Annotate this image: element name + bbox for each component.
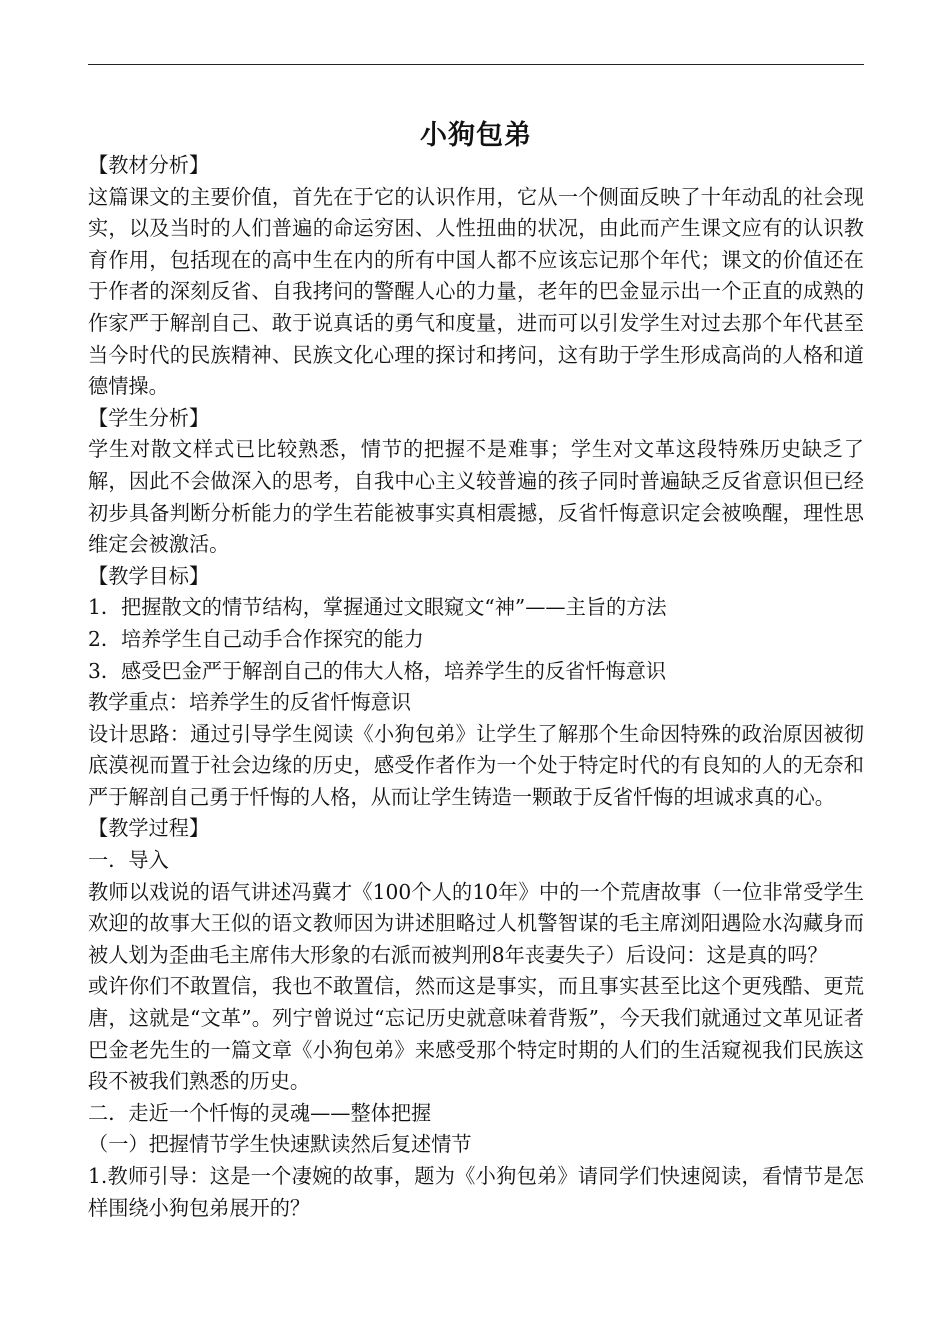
section-heading-goals: 【教学目标】 xyxy=(88,563,210,588)
document-title: 小狗包弟 xyxy=(420,120,532,151)
section-heading-materials: 【教材分析】 xyxy=(88,153,210,177)
part2-item-1: 1.教师引导：这是一个凄婉的故事，题为《小狗包弟》请同学们快速阅读，看情节是怎样围绕小狗包弟展开的？ xyxy=(88,1164,864,1220)
goal-item-2: 2．培养学生自己动手合作探究的能力 xyxy=(88,626,424,651)
part2-subheading: （一）把握情节学生快速默读然后复述情节 xyxy=(88,1132,472,1157)
goal-item-1: 1．把握散文的情节结构，掌握通过文眼窥文“神”——主旨的方法 xyxy=(88,595,667,620)
section-heading-students: 【学生分析】 xyxy=(88,405,210,430)
document-body xyxy=(88,150,864,1224)
materials-paragraph: 这篇课文的主要价值，首先在于它的认识作用，它从一个侧面反映了十年动乱的社会现实，以及当时的人们普遍的命运穷困、人性扭曲的状况，由此而产生课文应有的认识教育作用，包括现在的高中生在内的所有中国人都不应该忘记那个年代；课文的价值还在于作者的深刻反省、自我拷问的警醒人心的力量，老年的巴金显示出一个正直的成熟的作家严于解剖自己、敢于说真话的勇气和度量，进而可以引发学生对过去那个年代甚至当今时代的民族精神、民族文化心理的探讨和拷问，这有助于学生形成高尚的人格和道德情操。 xyxy=(88,184,864,399)
intro-paragraph-2: 或许你们不敢置信，我也不敢置信，然而这是事实，而且事实甚至比这个更残酷、更荒唐，这就是“文革”。列宁曾说过“忘记历史就意味着背叛”，今天我们就通过文革见证者巴金老先生的一篇文章《小狗包弟》来感受那个特定时期的人们的生活窥视我们民族这段不被我们熟悉的历史。 xyxy=(88,974,864,1094)
goal-item-3: 3．感受巴金严于解剖自己的伟大人格，培养学生的反省忏悔意识 xyxy=(88,658,667,683)
intro-heading: 一．导入 xyxy=(88,848,169,873)
students-paragraph: 学生对散文样式已比较熟悉，情节的把握不是难事；学生对文革这段特殊历史缺乏了解，因此不会做深入的思考，自我中心主义较普遍的孩子同时普遍缺乏反省意识但已经初步具备判断分析能力的学生若能被事实真相震撼，反省忏悔意识定会被唤醒，理性思维定会被激活。 xyxy=(88,437,864,557)
part2-heading: 二．走近一个忏悔的灵魂——整体把握 xyxy=(88,1100,432,1125)
header-rule xyxy=(88,64,864,65)
key-point: 教学重点：培养学生的反省忏悔意识 xyxy=(88,690,412,715)
intro-paragraph-1: 教师以戏说的语气讲述冯冀才《100个人的10年》中的一个荒唐故事（一位非常受学生欢迎的故事大王似的语文教师因为讲述胆略过人机警智谋的毛主席浏阳遇险水沟藏身而被人划为歪曲毛主席伟大形象的右派而被判刑8年丧妻失子）后设问：这是真的吗？ xyxy=(88,879,864,967)
section-heading-process: 【教学过程】 xyxy=(88,816,210,841)
design-idea: 设计思路：通过引导学生阅读《小狗包弟》让学生了解那个生命因特殊的政治原因被彻底漠视而置于社会边缘的历史，感受作者作为一个处于特定时代的有良知的人的无奈和严于解剖自己勇于忏悔的人格，从而让学生铸造一颗敢于反省忏悔的坦诚求真的心。 xyxy=(88,721,864,809)
